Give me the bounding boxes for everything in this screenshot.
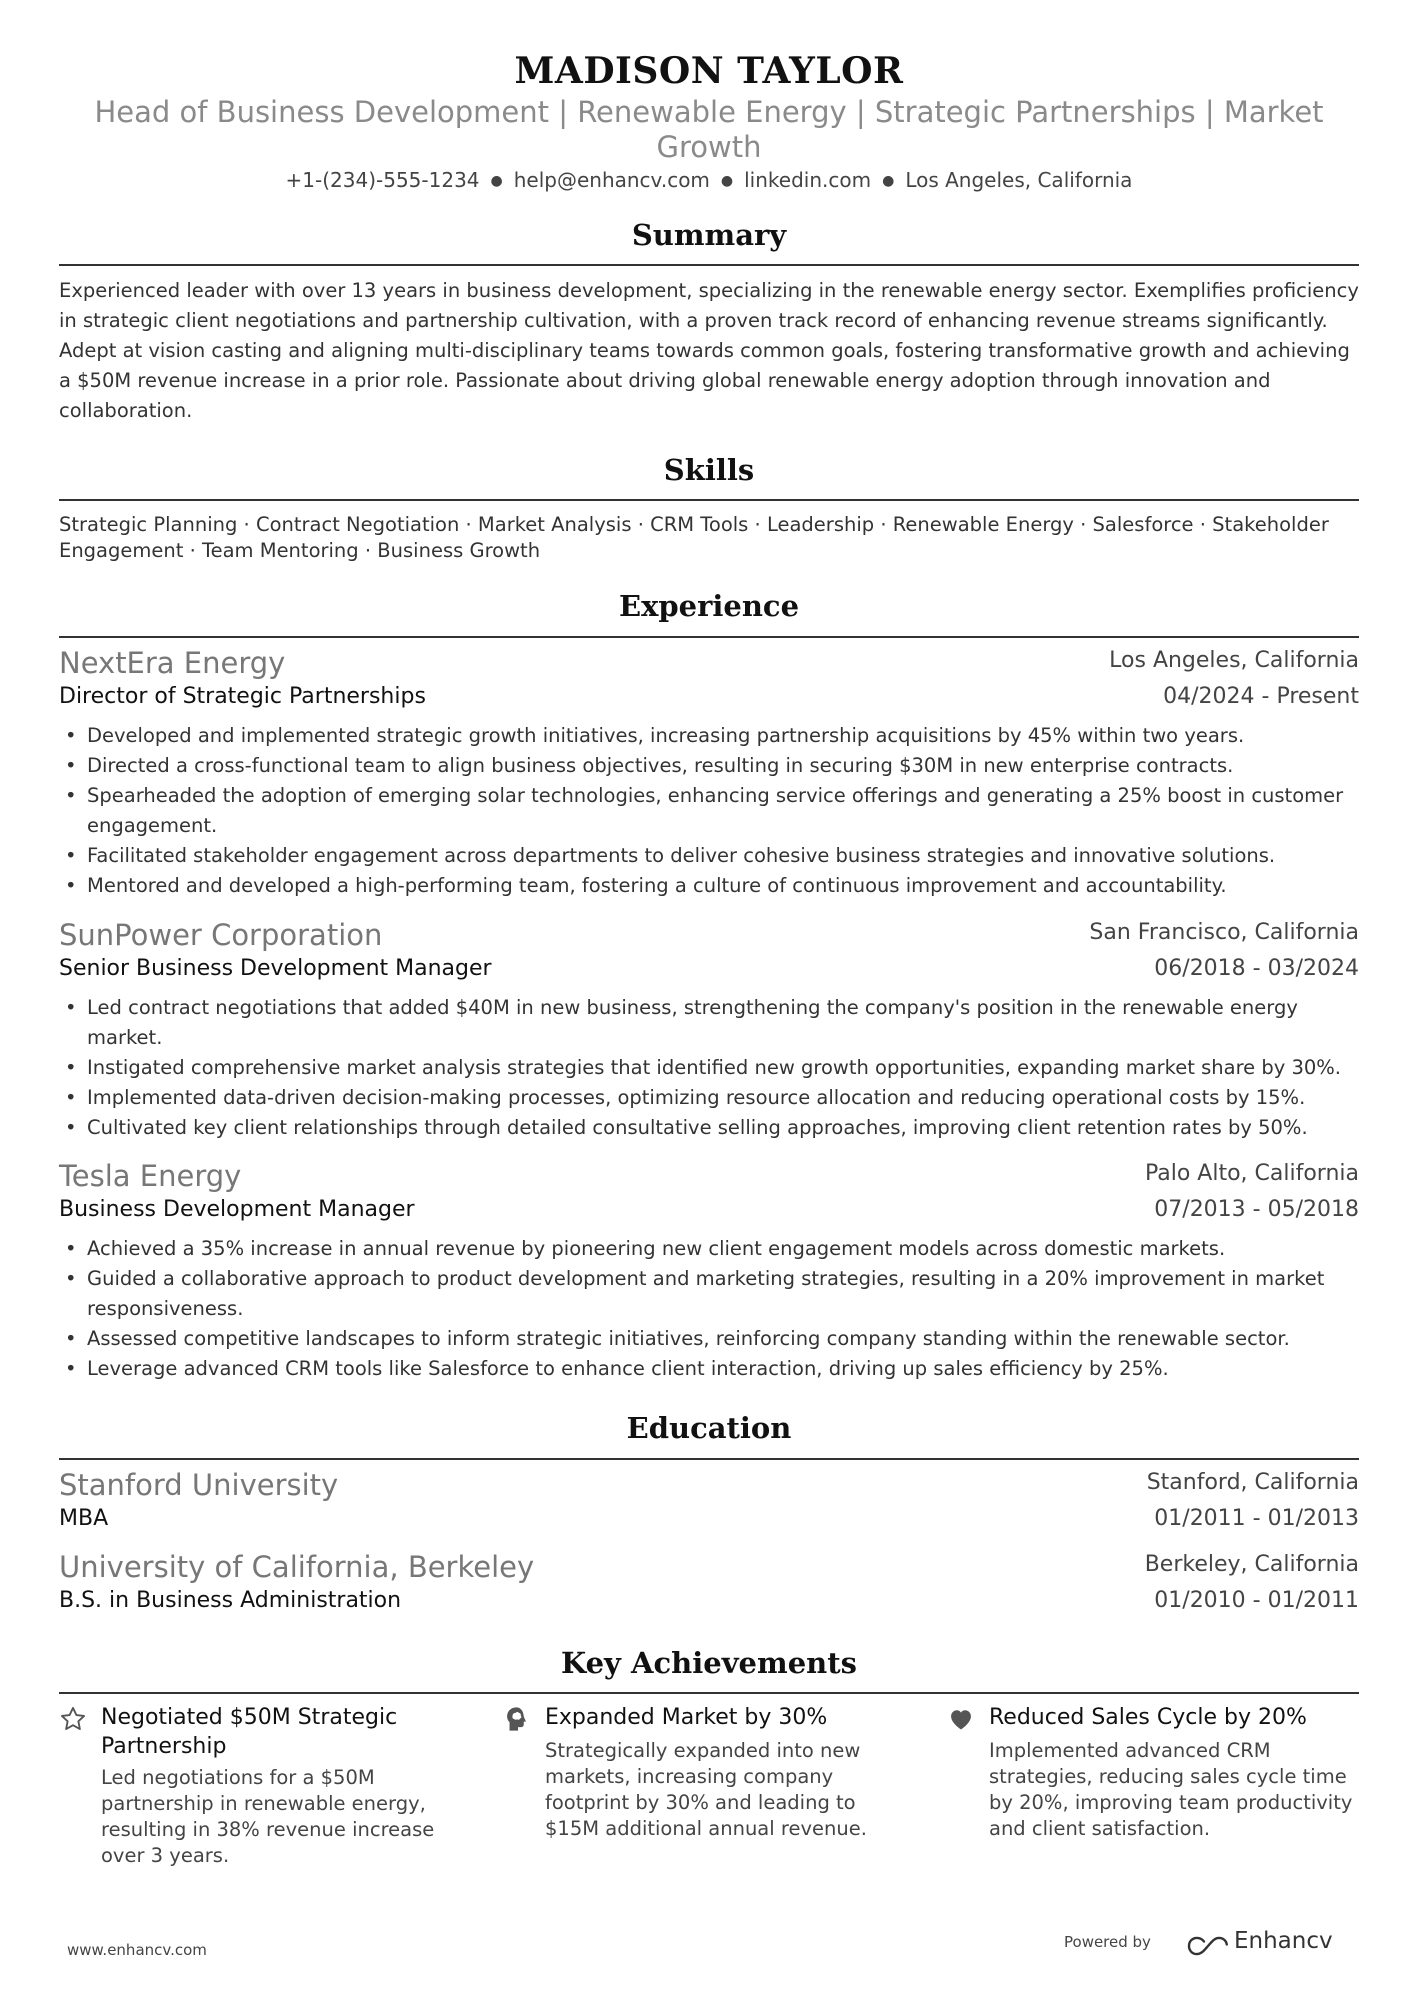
degree: B.S. in Business Administration — [59, 1588, 402, 1613]
achievement-title: Negotiated $50M Strategic Partnership — [101, 1705, 398, 1759]
achievement-title: Reduced Sales Cycle by 20% — [989, 1705, 1307, 1730]
achievement-title: Expanded Market by 30% — [545, 1705, 828, 1730]
skill-item: Team Mentoring — [202, 539, 359, 562]
list-item: • Cultivated key client relationships through detailed consultative selling approaches, improving client retention rates by 50%. — [59, 1113, 1359, 1143]
skill-item: Contract Negotiation — [255, 513, 460, 536]
contact-line — [59, 168, 1359, 192]
job-location: Los Angeles, California — [1109, 648, 1359, 673]
separator-dot: ● — [490, 173, 503, 189]
job-bullets — [59, 1234, 1359, 1384]
company-name: Tesla Energy — [59, 1159, 242, 1193]
heart-icon — [947, 1705, 975, 1733]
list-item: • Implemented data-driven decision-making processes, optimizing resource allocation and reducing operational costs by 15%. — [59, 1083, 1359, 1113]
section-divider — [59, 499, 1359, 501]
skill-item: Business Growth — [377, 539, 541, 562]
skill-separator: · — [874, 513, 893, 536]
skill-item: Leadership — [766, 513, 875, 536]
skill-separator: · — [237, 513, 256, 536]
school-location: Berkeley, California — [1144, 1552, 1359, 1577]
job-bullets — [59, 721, 1359, 901]
experience-heading: Experience — [618, 589, 800, 623]
job-bullets — [59, 993, 1359, 1143]
job-location: Palo Alto, California — [1144, 1161, 1359, 1186]
separator-dot: ● — [720, 173, 734, 189]
school-name: University of California, Berkeley — [59, 1550, 535, 1584]
achievement-description: Led negotiations for a $50M partnership in renewable energy, resulting in 38% revenue increase over 3 years. — [101, 1766, 435, 1867]
job-dates: 06/2018 - 03/2024 — [1154, 956, 1359, 981]
job-location: San Francisco, California — [1089, 920, 1359, 945]
section-divider — [59, 1458, 1359, 1460]
list-item: • Assessed competitive landscapes to inform strategic initiatives, reinforcing company standing within the renewable sector. — [59, 1324, 1359, 1354]
list-item: • Instigated comprehensive market analysis strategies that identified new growth opportunities, expanding market share by 30%. — [59, 1053, 1359, 1083]
education-dates: 01/2011 - 01/2013 — [1154, 1506, 1359, 1531]
job-dates: 07/2013 - 05/2018 — [1154, 1197, 1359, 1222]
separator-dot: ● — [882, 173, 895, 189]
section-divider — [59, 1692, 1359, 1694]
skill-item: Salesforce — [1092, 513, 1194, 536]
skill-separator: · — [748, 513, 767, 536]
skills-list — [59, 512, 1359, 564]
phone[interactable]: +1-(234)-555-1234 — [285, 168, 480, 192]
summary-heading: Summary — [631, 218, 787, 252]
section-divider — [59, 636, 1359, 638]
list-item: • Guided a collaborative approach to product development and marketing strategies, resulting in a 20% improvement in market responsiveness. — [59, 1264, 1359, 1324]
skill-separator: · — [1193, 513, 1213, 536]
achievement-description: Implemented advanced CRM strategies, reducing sales cycle time by 20%, improving team productivity and client satisfaction. — [989, 1739, 1353, 1840]
achievements-heading: Key Achievements — [561, 1646, 857, 1680]
list-item: • Facilitated stakeholder engagement across departments to deliver cohesive business strategies and innovative solutions. — [59, 841, 1359, 871]
job-title: Business Development Manager — [59, 1197, 415, 1222]
skill-item: Market Analysis — [477, 513, 632, 536]
list-item: • Led contract negotiations that added $40M in new business, strengthening the company's position in the renewable energy market. — [59, 993, 1359, 1053]
skill-separator: · — [358, 539, 378, 562]
enhancv-logo-icon — [1186, 1935, 1232, 1957]
education-dates: 01/2010 - 01/2011 — [1154, 1588, 1359, 1613]
email[interactable]: help@enhancv.com — [513, 168, 710, 192]
skill-separator: · — [1073, 513, 1093, 536]
school-location: Stanford, California — [1146, 1470, 1359, 1495]
section-divider — [59, 264, 1359, 266]
achievement-description: Strategically expanded into new markets, increasing company footprint by 30% and leading to $15M additional annual revenue. — [545, 1739, 867, 1840]
company-name: NextEra Energy — [59, 646, 286, 680]
skill-separator: · — [631, 513, 651, 536]
location: Los Angeles, California — [905, 168, 1133, 192]
powered-by-label: Powered by — [1064, 1933, 1151, 1951]
head-brain-icon — [503, 1705, 531, 1733]
list-item: • Mentored and developed a high-performing team, fostering a culture of continuous improvement and accountability. — [59, 871, 1359, 901]
skill-separator: · — [459, 513, 478, 536]
skill-item: CRM Tools — [650, 513, 749, 536]
job-title: Director of Strategic Partnerships — [59, 684, 426, 709]
degree: MBA — [59, 1506, 109, 1531]
education-heading: Education — [626, 1411, 792, 1445]
list-item: • Developed and implemented strategic growth initiatives, increasing partnership acquisitions by 45% within two years. — [59, 721, 1359, 751]
list-item: • Spearheaded the adoption of emerging solar technologies, enhancing service offerings and generating a 25% boost in customer engagement. — [59, 781, 1359, 841]
linkedin-link[interactable]: linkedin.com — [744, 168, 872, 192]
job-title: Senior Business Development Manager — [59, 956, 492, 981]
skill-separator: · — [183, 539, 202, 562]
skill-item: Strategic Planning — [59, 513, 238, 536]
headline: Head of Business Development | Renewable Energy | Strategic Partnerships | Market Growth — [94, 95, 1324, 164]
skill-item: Stakeholder Engagement — [59, 513, 1329, 562]
brand-name[interactable]: Enhancv — [1234, 1928, 1333, 1954]
candidate-name: MADISON TAYLOR — [514, 50, 904, 92]
list-item: • Leverage advanced CRM tools like Salesforce to enhance client interaction, driving up sales efficiency by 25%. — [59, 1354, 1359, 1384]
skills-heading: Skills — [663, 453, 755, 487]
skill-item: Renewable Energy — [892, 513, 1074, 536]
footer-website[interactable]: www.enhancv.com — [67, 1941, 207, 1959]
star-icon — [59, 1705, 87, 1733]
list-item: • Achieved a 35% increase in annual revenue by pioneering new client engagement models across domestic markets. — [59, 1234, 1359, 1264]
school-name: Stanford University — [59, 1468, 339, 1502]
list-item: • Directed a cross-functional team to align business objectives, resulting in securing $30M in new enterprise contracts. — [59, 751, 1359, 781]
summary-text: Experienced leader with over 13 years in business development, specializing in the renewable energy sector. Exemplifies proficiency in strategic client negotiations and partnership cultivation, with a proven track record of enhancing revenue streams significantly. Adept at vision casting and aligning multi-disciplinary teams towards common goals, fostering transformative growth and achieving a $50M revenue increase in a prior role. Passionate about driving global renewable energy adoption through innovation and collaboration. — [59, 279, 1359, 422]
company-name: SunPower Corporation — [59, 918, 383, 952]
job-dates: 04/2024 - Present — [1163, 684, 1359, 709]
